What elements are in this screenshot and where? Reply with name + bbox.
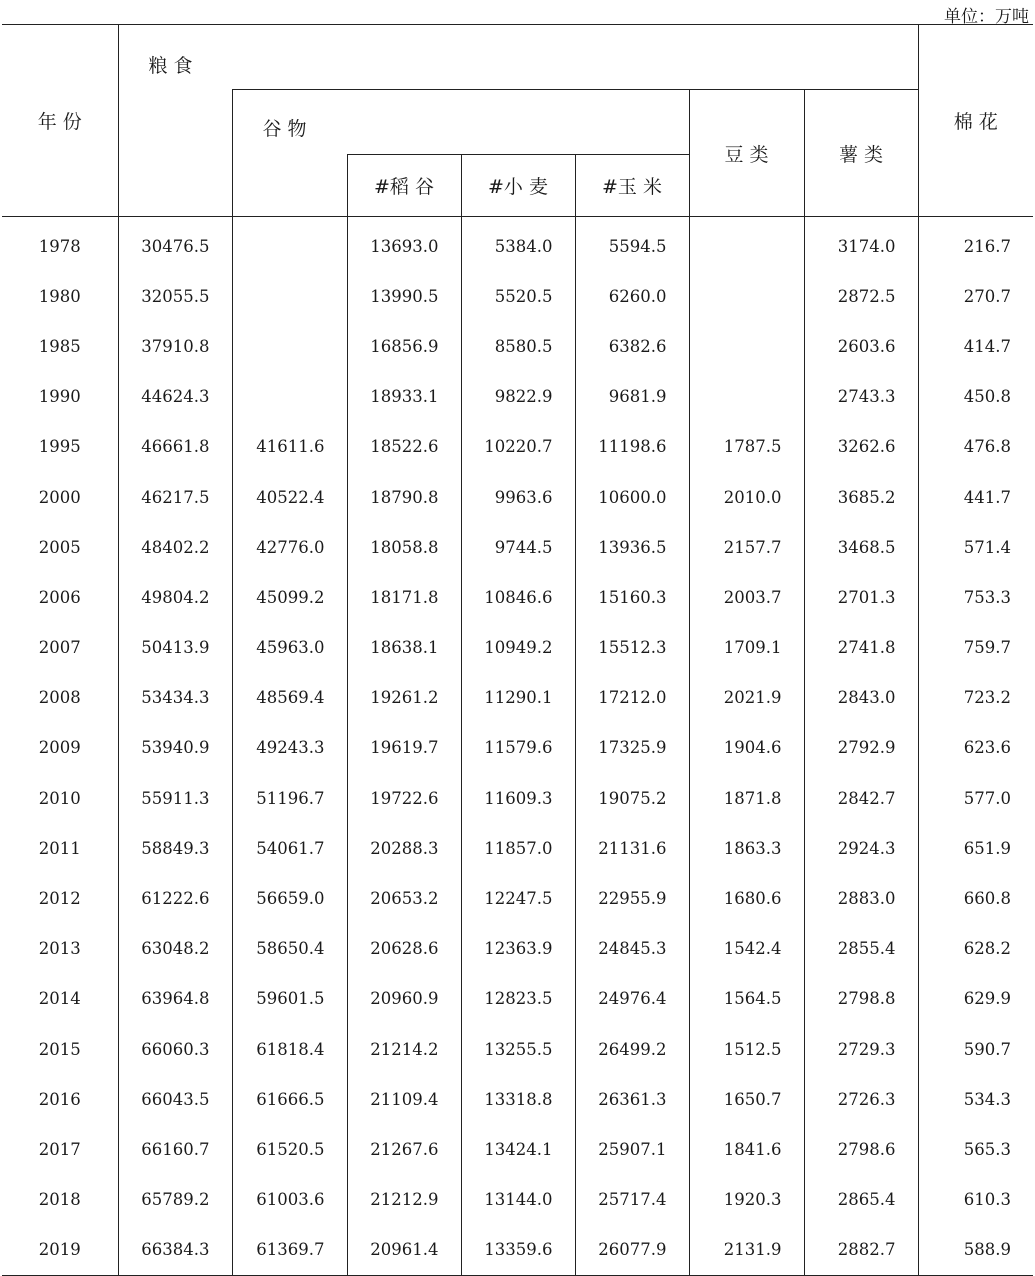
table-row [2, 522, 1033, 572]
cell-tubers: 2843.0 [804, 673, 918, 723]
cell-beans [689, 217, 804, 272]
cell-grain: 46217.5 [118, 472, 232, 522]
header-tubers: 薯 类 [804, 90, 918, 217]
cell-grain: 46661.8 [118, 422, 232, 472]
cell-grain: 50413.9 [118, 623, 232, 673]
cell-cereal: 40522.4 [232, 472, 347, 522]
cell-cotton: 216.7 [918, 217, 1033, 272]
cell-cotton: 651.9 [918, 823, 1033, 873]
cell-cotton: 565.3 [918, 1124, 1033, 1174]
cell-year: 2011 [2, 823, 118, 873]
cell-tubers: 2729.3 [804, 1024, 918, 1074]
cell-cotton: 759.7 [918, 623, 1033, 673]
cell-beans: 2131.9 [689, 1225, 804, 1276]
cell-rice: 21214.2 [347, 1024, 461, 1074]
cell-cereal: 61369.7 [232, 1225, 347, 1276]
cell-corn: 13936.5 [575, 522, 689, 572]
cell-wheat: 10949.2 [461, 623, 575, 673]
cell-wheat: 5384.0 [461, 217, 575, 272]
cell-grain: 53940.9 [118, 723, 232, 773]
cell-tubers: 2792.9 [804, 723, 918, 773]
cell-rice: 13693.0 [347, 217, 461, 272]
cell-rice: 18638.1 [347, 623, 461, 673]
cell-year: 2008 [2, 673, 118, 723]
cell-year: 2015 [2, 1024, 118, 1074]
cell-tubers: 2798.8 [804, 974, 918, 1024]
header-rice: #稻 谷 [347, 155, 461, 217]
cell-tubers: 2865.4 [804, 1175, 918, 1225]
cell-grain: 63964.8 [118, 974, 232, 1024]
cell-year: 2019 [2, 1225, 118, 1276]
header-grain-spacer [118, 90, 232, 217]
cell-cereal: 42776.0 [232, 522, 347, 572]
cell-cereal: 48569.4 [232, 673, 347, 723]
cell-wheat: 8580.5 [461, 321, 575, 371]
cell-wheat: 11857.0 [461, 823, 575, 873]
cell-cotton: 270.7 [918, 271, 1033, 321]
cell-wheat: 12823.5 [461, 974, 575, 1024]
cell-wheat: 12247.5 [461, 873, 575, 923]
cell-beans: 1709.1 [689, 623, 804, 673]
table-row [2, 372, 1033, 422]
cell-year: 1978 [2, 217, 118, 272]
cell-beans [689, 271, 804, 321]
cell-wheat: 13255.5 [461, 1024, 575, 1074]
cell-grain: 37910.8 [118, 321, 232, 371]
cell-grain: 66160.7 [118, 1124, 232, 1174]
cell-year: 2009 [2, 723, 118, 773]
cell-cereal: 45963.0 [232, 623, 347, 673]
cell-beans: 2021.9 [689, 673, 804, 723]
cell-rice: 20628.6 [347, 924, 461, 974]
cell-year: 1990 [2, 372, 118, 422]
table-row [2, 1175, 1033, 1225]
header-beans: 豆 类 [689, 90, 804, 217]
cell-rice: 19722.6 [347, 773, 461, 823]
cell-corn: 24845.3 [575, 924, 689, 974]
cell-year: 2010 [2, 773, 118, 823]
cell-cotton: 588.9 [918, 1225, 1033, 1276]
cell-cereal: 45099.2 [232, 572, 347, 622]
cell-beans: 1863.3 [689, 823, 804, 873]
cell-corn: 15160.3 [575, 572, 689, 622]
cell-beans: 1542.4 [689, 924, 804, 974]
cell-beans: 1871.8 [689, 773, 804, 823]
cell-grain: 66060.3 [118, 1024, 232, 1074]
cell-grain: 49804.2 [118, 572, 232, 622]
cell-tubers: 2924.3 [804, 823, 918, 873]
cell-corn: 25907.1 [575, 1124, 689, 1174]
cell-tubers: 2842.7 [804, 773, 918, 823]
header-corn: #玉 米 [575, 155, 689, 217]
header-wheat: #小 麦 [461, 155, 575, 217]
table-row [2, 472, 1033, 522]
cell-year: 1985 [2, 321, 118, 371]
table-row [2, 873, 1033, 923]
cell-year: 2014 [2, 974, 118, 1024]
cell-year: 2007 [2, 623, 118, 673]
cell-wheat: 13424.1 [461, 1124, 575, 1174]
cell-beans: 1904.6 [689, 723, 804, 773]
table-row [2, 1225, 1033, 1276]
cell-cotton: 476.8 [918, 422, 1033, 472]
cell-rice: 18522.6 [347, 422, 461, 472]
cell-wheat: 5520.5 [461, 271, 575, 321]
cell-tubers: 3468.5 [804, 522, 918, 572]
cell-beans: 1680.6 [689, 873, 804, 923]
cell-grain: 32055.5 [118, 271, 232, 321]
cell-year: 2017 [2, 1124, 118, 1174]
cell-tubers: 2726.3 [804, 1074, 918, 1124]
cell-corn: 10600.0 [575, 472, 689, 522]
cell-year: 2016 [2, 1074, 118, 1124]
cell-cotton: 610.3 [918, 1175, 1033, 1225]
cell-wheat: 13318.8 [461, 1074, 575, 1124]
table-row [2, 271, 1033, 321]
cell-corn: 26499.2 [575, 1024, 689, 1074]
cell-wheat: 10220.7 [461, 422, 575, 472]
cell-beans: 1650.7 [689, 1074, 804, 1124]
cell-cotton: 723.2 [918, 673, 1033, 723]
cell-grain: 65789.2 [118, 1175, 232, 1225]
cell-corn: 17325.9 [575, 723, 689, 773]
table-body [2, 217, 1033, 1276]
cell-cereal: 41611.6 [232, 422, 347, 472]
cell-rice: 16856.9 [347, 321, 461, 371]
table-row [2, 422, 1033, 472]
table-row [2, 1124, 1033, 1174]
cell-tubers: 3685.2 [804, 472, 918, 522]
cell-cotton: 623.6 [918, 723, 1033, 773]
cell-rice: 19619.7 [347, 723, 461, 773]
cell-corn: 26361.3 [575, 1074, 689, 1124]
cell-wheat: 13359.6 [461, 1225, 575, 1276]
cell-rice: 18933.1 [347, 372, 461, 422]
cell-rice: 20288.3 [347, 823, 461, 873]
cell-rice: 18790.8 [347, 472, 461, 522]
table-row [2, 572, 1033, 622]
cell-tubers: 2741.8 [804, 623, 918, 673]
cell-cereal: 56659.0 [232, 873, 347, 923]
cell-cereal [232, 321, 347, 371]
cell-cereal: 49243.3 [232, 723, 347, 773]
cell-wheat: 9822.9 [461, 372, 575, 422]
unit-label: 单位：万吨 [944, 7, 1029, 27]
cell-grain: 66043.5 [118, 1074, 232, 1124]
cell-corn: 15512.3 [575, 623, 689, 673]
cell-grain: 30476.5 [118, 217, 232, 272]
cell-year: 2018 [2, 1175, 118, 1225]
cell-year: 2000 [2, 472, 118, 522]
cell-corn: 6260.0 [575, 271, 689, 321]
cell-rice: 20960.9 [347, 974, 461, 1024]
cell-tubers: 2855.4 [804, 924, 918, 974]
cell-cereal [232, 372, 347, 422]
cell-cotton: 441.7 [918, 472, 1033, 522]
cell-cereal: 61003.6 [232, 1175, 347, 1225]
header-cereal: 谷 物 [232, 90, 689, 155]
cell-cotton: 414.7 [918, 321, 1033, 371]
cell-corn: 24976.4 [575, 974, 689, 1024]
cell-wheat: 11579.6 [461, 723, 575, 773]
cell-year: 2006 [2, 572, 118, 622]
cell-grain: 61222.6 [118, 873, 232, 923]
header-year: 年 份 [2, 25, 118, 217]
cell-corn: 17212.0 [575, 673, 689, 723]
cell-beans: 2157.7 [689, 522, 804, 572]
table-row [2, 217, 1033, 272]
cell-tubers: 3262.6 [804, 422, 918, 472]
cell-cotton: 753.3 [918, 572, 1033, 622]
table-row [2, 673, 1033, 723]
cell-year: 2013 [2, 924, 118, 974]
cell-cereal: 61520.5 [232, 1124, 347, 1174]
cell-tubers: 2701.3 [804, 572, 918, 622]
cell-rice: 18058.8 [347, 522, 461, 572]
cell-cotton: 590.7 [918, 1024, 1033, 1074]
cell-rice: 21267.6 [347, 1124, 461, 1174]
cell-tubers: 2872.5 [804, 271, 918, 321]
cell-cotton: 571.4 [918, 522, 1033, 572]
cell-grain: 55911.3 [118, 773, 232, 823]
cell-tubers: 2882.7 [804, 1225, 918, 1276]
production-table [2, 24, 1033, 1276]
cell-beans [689, 321, 804, 371]
cell-tubers: 2883.0 [804, 873, 918, 923]
cell-corn: 25717.4 [575, 1175, 689, 1225]
cell-rice: 20653.2 [347, 873, 461, 923]
cell-corn: 9681.9 [575, 372, 689, 422]
table-row [2, 1074, 1033, 1124]
cell-cereal [232, 217, 347, 272]
cell-grain: 66384.3 [118, 1225, 232, 1276]
table-row [2, 773, 1033, 823]
cell-grain: 53434.3 [118, 673, 232, 723]
cell-beans: 1920.3 [689, 1175, 804, 1225]
cell-corn: 11198.6 [575, 422, 689, 472]
cell-corn: 19075.2 [575, 773, 689, 823]
cell-beans [689, 372, 804, 422]
cell-cereal: 59601.5 [232, 974, 347, 1024]
cell-corn: 26077.9 [575, 1225, 689, 1276]
cell-cereal: 61818.4 [232, 1024, 347, 1074]
cell-wheat: 9744.5 [461, 522, 575, 572]
cell-rice: 21109.4 [347, 1074, 461, 1124]
table-row [2, 924, 1033, 974]
cell-beans: 2010.0 [689, 472, 804, 522]
cell-wheat: 9963.6 [461, 472, 575, 522]
cell-cereal: 61666.5 [232, 1074, 347, 1124]
cell-beans: 1512.5 [689, 1024, 804, 1074]
cell-rice: 19261.2 [347, 673, 461, 723]
cell-grain: 58849.3 [118, 823, 232, 873]
cell-beans: 1841.6 [689, 1124, 804, 1174]
cell-cotton: 450.8 [918, 372, 1033, 422]
cell-grain: 63048.2 [118, 924, 232, 974]
cell-year: 1980 [2, 271, 118, 321]
cell-corn: 6382.6 [575, 321, 689, 371]
cell-corn: 21131.6 [575, 823, 689, 873]
cell-corn: 5594.5 [575, 217, 689, 272]
table-row [2, 823, 1033, 873]
cell-cotton: 629.9 [918, 974, 1033, 1024]
cell-cotton: 628.2 [918, 924, 1033, 974]
cell-tubers: 3174.0 [804, 217, 918, 272]
cell-rice: 20961.4 [347, 1225, 461, 1276]
cell-wheat: 11290.1 [461, 673, 575, 723]
table-row [2, 974, 1033, 1024]
cell-rice: 18171.8 [347, 572, 461, 622]
cell-beans: 2003.7 [689, 572, 804, 622]
cell-cotton: 577.0 [918, 773, 1033, 823]
table-row [2, 723, 1033, 773]
header-cotton: 棉 花 [918, 25, 1033, 217]
cell-wheat: 12363.9 [461, 924, 575, 974]
cell-year: 1995 [2, 422, 118, 472]
table-row [2, 623, 1033, 673]
cell-rice: 21212.9 [347, 1175, 461, 1225]
cell-cereal [232, 271, 347, 321]
header-cereal-spacer [232, 155, 347, 217]
table-header [2, 25, 1033, 217]
cell-corn: 22955.9 [575, 873, 689, 923]
cell-wheat: 10846.6 [461, 572, 575, 622]
cell-tubers: 2603.6 [804, 321, 918, 371]
cell-grain: 44624.3 [118, 372, 232, 422]
cell-beans: 1787.5 [689, 422, 804, 472]
table-row [2, 321, 1033, 371]
cell-cereal: 51196.7 [232, 773, 347, 823]
cell-tubers: 2743.3 [804, 372, 918, 422]
cell-year: 2012 [2, 873, 118, 923]
header-grain: 粮 食 [118, 25, 918, 90]
cell-cotton: 660.8 [918, 873, 1033, 923]
cell-beans: 1564.5 [689, 974, 804, 1024]
cell-cereal: 54061.7 [232, 823, 347, 873]
cell-wheat: 11609.3 [461, 773, 575, 823]
cell-grain: 48402.2 [118, 522, 232, 572]
cell-wheat: 13144.0 [461, 1175, 575, 1225]
cell-year: 2005 [2, 522, 118, 572]
cell-tubers: 2798.6 [804, 1124, 918, 1174]
cell-cotton: 534.3 [918, 1074, 1033, 1124]
table-row [2, 1024, 1033, 1074]
cell-cereal: 58650.4 [232, 924, 347, 974]
cell-rice: 13990.5 [347, 271, 461, 321]
